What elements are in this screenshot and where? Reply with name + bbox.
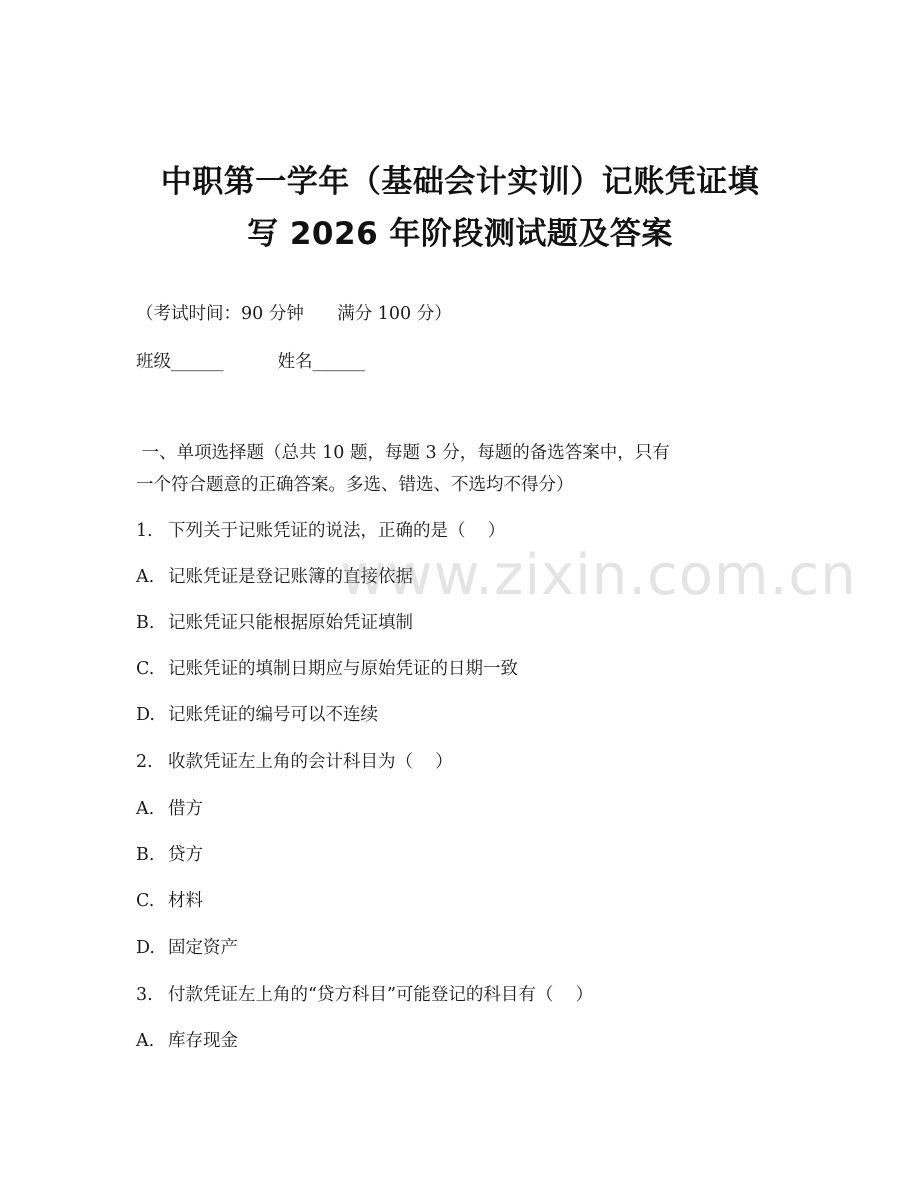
question-number: 1. [136,521,153,541]
question-text: 下列关于记账凭证的说法，正确的是（ ） [168,521,506,541]
document-title-line2: 写 2026 年阶段测试题及答案 [247,216,673,252]
question-number: 3. [136,985,153,1005]
section-heading-line1: 一、单项选择题（总共 10 题，每题 3 分，每题的备选答案中，只有 [136,443,670,463]
question-2-option-d [136,936,238,960]
option-label: A. [136,567,155,587]
question-2-option-c [136,889,203,913]
question-3 [136,983,593,1007]
question-text: 付款凭证左上角的“贷方科目”可能登记的科目有（ ） [168,985,594,1005]
watermark: www.zixin.com.cn [340,543,857,608]
student-info-row [136,350,365,374]
question-1-option-c [136,657,518,681]
question-3-option-a [136,1029,238,1053]
question-1-option-d [136,703,378,727]
option-label: C. [136,891,155,911]
option-label: B. [136,845,155,865]
question-2-option-b [136,843,203,867]
option-text: 记账凭证的编号可以不连续 [168,705,378,725]
question-1 [136,519,505,543]
question-text: 收款凭证左上角的会计科目为（ ） [168,752,453,772]
exam-meta: （考试时间：90 分钟 满分 100 分） [136,304,452,324]
question-number: 2. [136,752,153,772]
option-text: 固定资产 [168,938,238,958]
question-1-option-b [136,611,413,635]
option-label: A. [136,1031,155,1051]
option-text: 贷方 [168,845,203,865]
question-2-option-a [136,797,203,821]
option-text: 借方 [168,799,203,819]
option-text: 记账凭证只能根据原始凭证填制 [168,613,413,633]
option-label: B. [136,613,155,633]
option-label: A. [136,799,155,819]
option-label: D. [136,938,155,958]
question-2 [136,750,453,774]
question-1-option-a [136,565,413,589]
option-text: 记账凭证是登记账簿的直接依据 [168,567,413,587]
option-text: 材料 [168,891,203,911]
document-title-line1: 中职第一学年（基础会计实训）记账凭证填 [160,164,760,200]
name-field-label: 姓名______ [277,352,365,372]
option-text: 记账凭证的填制日期应与原始凭证的日期一致 [168,659,518,679]
section-heading-line2: 一个符合题意的正确答案。多选、错选、不选均不得分） [136,475,574,495]
option-text: 库存现金 [168,1031,238,1051]
class-field-label: 班级______ [136,352,224,372]
option-label: C. [136,659,155,679]
option-label: D. [136,705,155,725]
